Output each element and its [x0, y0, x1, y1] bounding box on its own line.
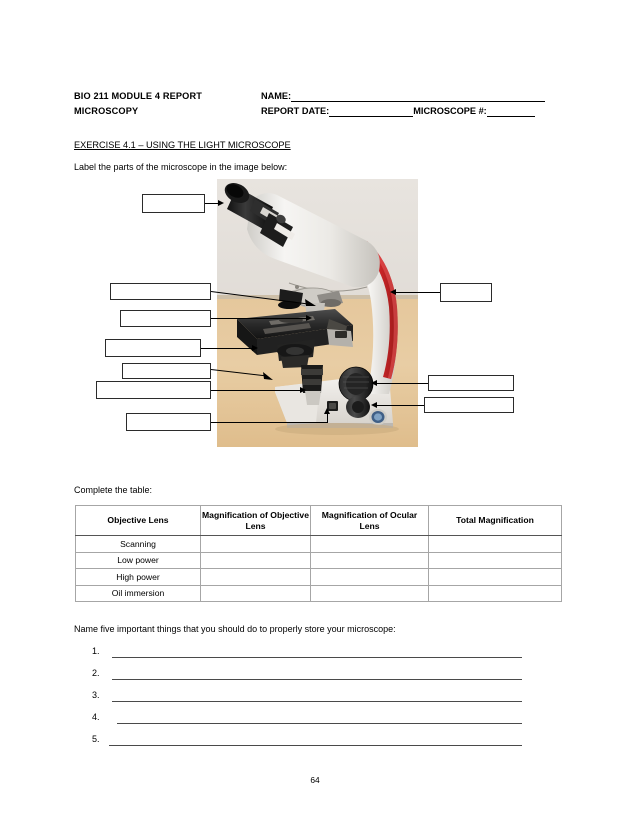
cell-magnification-ocular[interactable]	[311, 585, 429, 602]
arrowhead-coarse-focus	[371, 380, 377, 386]
cell-magnification-objective[interactable]	[201, 536, 311, 553]
arrowhead-arm	[390, 289, 396, 295]
answer-line-3[interactable]	[112, 701, 522, 702]
microscope-number-blank-line[interactable]	[487, 106, 535, 117]
cell-total-magnification[interactable]	[429, 552, 562, 569]
cell-magnification-ocular[interactable]	[311, 569, 429, 586]
answer-line-2[interactable]	[112, 679, 522, 680]
column-header-magnification-ocular: Magnification of Ocular Lens	[311, 506, 429, 536]
leader-line-arm	[396, 292, 440, 293]
list-number-2: 2.	[92, 668, 100, 678]
leader-line-light-source	[211, 390, 301, 391]
table-row	[76, 569, 562, 586]
name-blank-line[interactable]	[291, 91, 545, 102]
table-row	[76, 536, 562, 553]
column-header-magnification-objective: Magnification of Objective Lens	[201, 506, 311, 536]
list-number-1: 1.	[92, 646, 100, 656]
cell-objective-lens: High power	[76, 569, 201, 586]
label-box-coarse-focus[interactable]	[428, 375, 514, 391]
figure-instruction: Label the parts of the microscope in the image below:	[74, 162, 288, 172]
arrowhead-light-source	[300, 387, 306, 393]
exercise-title: EXERCISE 4.1 – USING THE LIGHT MICROSCOPE	[74, 140, 291, 150]
arrowhead-stage	[252, 345, 258, 351]
cell-magnification-objective[interactable]	[201, 585, 311, 602]
label-box-nosepiece[interactable]	[110, 283, 211, 300]
arrowhead-fine-focus	[371, 402, 377, 408]
microscope-photograph	[217, 179, 418, 447]
cell-objective-lens: Oil immersion	[76, 585, 201, 602]
table-header-row	[76, 506, 562, 536]
cell-total-magnification[interactable]	[429, 585, 562, 602]
answer-line-4[interactable]	[117, 723, 522, 724]
cell-objective-lens: Low power	[76, 552, 201, 569]
list-number-4: 4.	[92, 712, 100, 722]
microscope-number-label: MICROSCOPE #:	[413, 106, 487, 116]
cell-magnification-objective[interactable]	[201, 552, 311, 569]
label-box-eyepiece[interactable]	[142, 194, 205, 213]
label-box-objective[interactable]	[120, 310, 211, 327]
leader-line-coarse-focus	[377, 383, 428, 384]
leader-line-base-horizontal	[211, 422, 328, 423]
label-box-condenser[interactable]	[122, 363, 211, 379]
leader-line-objective	[211, 318, 307, 319]
page-number: 64	[310, 775, 320, 785]
cell-total-magnification[interactable]	[429, 569, 562, 586]
table-row	[76, 552, 562, 569]
report-date-blank-line[interactable]	[329, 106, 413, 117]
arrowhead-base	[324, 408, 330, 414]
cell-objective-lens: Scanning	[76, 536, 201, 553]
table-row	[76, 585, 562, 602]
cell-magnification-ocular[interactable]	[311, 552, 429, 569]
list-number-5: 5.	[92, 734, 100, 744]
report-date-label: REPORT DATE:	[261, 106, 330, 116]
course-title-line2: MICROSCOPY	[74, 106, 139, 116]
column-header-objective-lens: Objective Lens	[76, 506, 201, 536]
leader-line-nosepiece	[211, 290, 316, 308]
cell-total-magnification[interactable]	[429, 536, 562, 553]
label-box-stage[interactable]	[105, 339, 201, 357]
arrowhead-eyepiece	[218, 200, 224, 206]
cell-magnification-ocular[interactable]	[311, 536, 429, 553]
label-box-light-source[interactable]	[96, 381, 211, 399]
list-number-3: 3.	[92, 690, 100, 700]
course-title-line1: BIO 211 MODULE 4 REPORT	[74, 91, 203, 101]
table-instruction: Complete the table:	[74, 485, 153, 495]
answer-line-5[interactable]	[109, 745, 522, 746]
answer-line-1[interactable]	[112, 657, 522, 658]
column-header-total-magnification: Total Magnification	[429, 506, 562, 536]
magnification-table	[75, 505, 562, 602]
label-box-arm[interactable]	[440, 283, 492, 302]
leader-line-condenser	[211, 368, 273, 382]
leader-line-stage	[201, 348, 253, 349]
question-prompt: Name five important things that you should do to properly store your microscope:	[74, 624, 396, 634]
leader-line-base-vertical	[327, 414, 328, 423]
name-label: NAME:	[261, 91, 292, 101]
leader-line-eyepiece	[205, 203, 219, 204]
label-box-fine-focus[interactable]	[424, 397, 514, 413]
arrowhead-objective	[306, 315, 312, 321]
label-box-base[interactable]	[126, 413, 211, 431]
cell-magnification-objective[interactable]	[201, 569, 311, 586]
leader-line-fine-focus	[377, 405, 424, 406]
